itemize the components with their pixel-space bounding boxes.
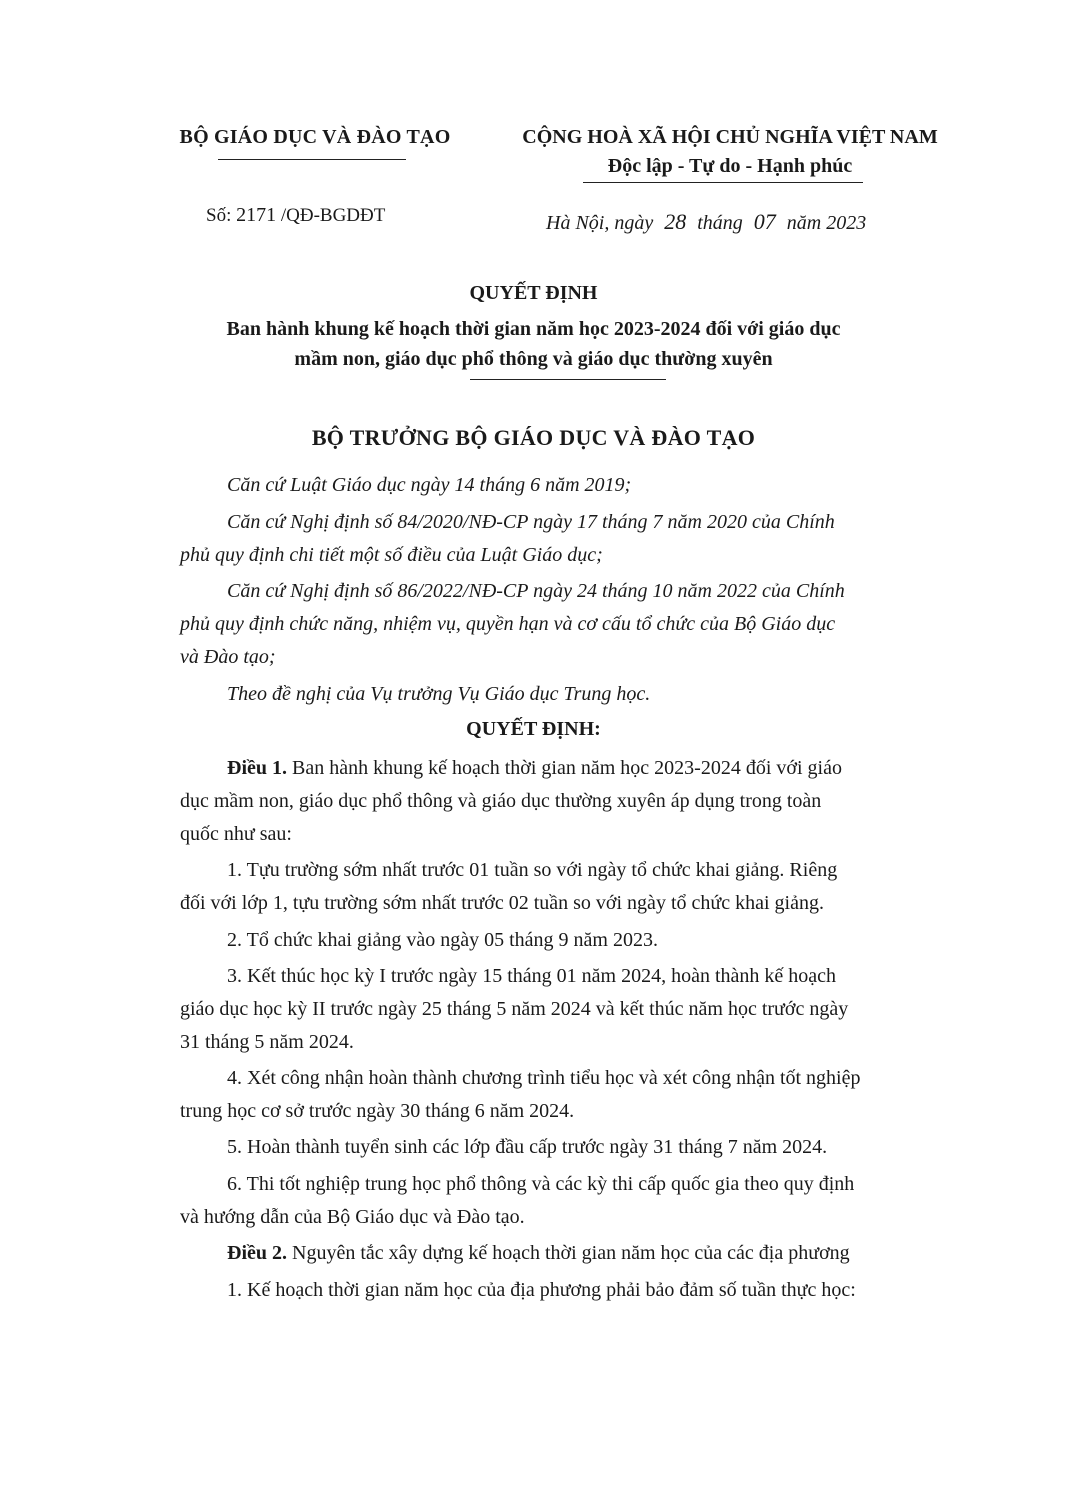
basis-line: phủ quy định chức năng, nhiệm vụ, quyền hạn và cơ cấu tổ chức của Bộ Giáo dục [180, 613, 836, 635]
article-1-item: 5. Hoàn thành tuyển sinh các lớp đầu cấp trước ngày 31 tháng 7 năm 2024. [227, 1136, 828, 1158]
article-1-label: Điều 1. [227, 757, 287, 779]
issuer-title: BỘ TRƯỞNG BỘ GIÁO DỤC VÀ ĐÀO TẠO [311, 425, 756, 450]
article-1-line: dục mầm non, giáo dục phổ thông và giáo dục thường xuyên áp dụng trong toàn [180, 790, 822, 812]
national-motto: Độc lập - Tự do - Hạnh phúc [607, 155, 853, 177]
article-2-label: Điều 2. [227, 1242, 287, 1264]
document-number-suffix: /QĐ-BGDĐT [276, 205, 386, 226]
article-1-item: 6. Thi tốt nghiệp trung học phổ thông và các kỳ thi cấp quốc gia theo quy định [227, 1173, 855, 1195]
document-number-value: 2171 [236, 204, 277, 226]
article-1-item: và hướng dẫn của Bộ Giáo dục và Đào tạo. [180, 1206, 525, 1228]
subject-line-2: mầm non, giáo dục phổ thông và giáo dục thường xuyên [294, 348, 773, 370]
basis-line: Căn cứ Luật Giáo dục ngày 14 tháng 6 năm 2019; [227, 474, 632, 496]
article-2-item: 1. Kế hoạch thời gian năm học của địa phương phải bảo đảm số tuần thực học: [227, 1279, 856, 1301]
article-1-item: 4. Xét công nhận hoàn thành chương trình tiểu học và xét công nhận tốt nghiệp [227, 1067, 861, 1089]
article-2-line [227, 1242, 1007, 1265]
place-date-part2: tháng [697, 212, 743, 234]
article-1-line [227, 757, 1007, 780]
basis-line: Căn cứ Nghị định số 86/2022/NĐ-CP ngày 24 tháng 10 năm 2022 của Chính [227, 580, 845, 602]
agency-name: BỘ GIÁO DỤC VÀ ĐÀO TẠO [179, 126, 451, 148]
article-1-line: quốc như sau: [180, 823, 292, 845]
basis-line: phủ quy định chi tiết một số điều của Luật Giáo dục; [180, 544, 603, 566]
document-title: QUYẾT ĐỊNH [469, 282, 598, 304]
article-1-item: 2. Tổ chức khai giảng vào ngày 05 tháng 9 năm 2023. [227, 929, 658, 951]
place-date-month: 07 [753, 209, 776, 234]
subject-line-1: Ban hành khung kế hoạch thời gian năm học 2023-2024 đối với giáo dục [226, 318, 841, 340]
place-date [546, 209, 866, 235]
article-1-item: 31 tháng 5 năm 2024. [180, 1031, 354, 1053]
article-1-text: Ban hành khung kế hoạch thời gian năm học 2023-2024 đối với giáo [287, 757, 842, 779]
header-left [150, 126, 480, 149]
motto-underline [583, 182, 863, 183]
place-date-day: 28 [664, 209, 687, 234]
article-1-item: 1. Tựu trường sớm nhất trước 01 tuần so với ngày tổ chức khai giảng. Riêng [227, 859, 838, 881]
subject-underline [470, 379, 666, 380]
decides-heading: QUYẾT ĐỊNH: [466, 718, 601, 740]
article-1-item: 3. Kết thúc học kỳ I trước ngày 15 tháng 01 năm 2024, hoàn thành kế hoạch [227, 965, 837, 987]
document-number [206, 204, 385, 227]
document-number-prefix: Số: [206, 205, 237, 226]
national-title: CỘNG HOÀ XÃ HỘI CHỦ NGHĨA VIỆT NAM [522, 126, 938, 148]
article-1-item: trung học cơ sở trước ngày 30 tháng 6 năm 2024. [180, 1100, 575, 1122]
header-right [480, 126, 980, 178]
place-date-part1: Hà Nội, ngày [546, 212, 654, 234]
agency-underline [218, 159, 406, 160]
basis-line: và Đào tạo; [180, 646, 276, 668]
article-1-item: đối với lớp 1, tựu trường sớm nhất trước 02 tuần so với ngày tổ chức khai giảng. [180, 892, 824, 914]
article-2-text: Nguyên tắc xây dựng kế hoạch thời gian năm học của các địa phương [287, 1242, 850, 1264]
article-1-item: giáo dục học kỳ II trước ngày 25 tháng 5 năm 2024 và kết thúc năm học trước ngày [180, 998, 849, 1020]
basis-line: Theo đề nghị của Vụ trưởng Vụ Giáo dục Trung học. [227, 683, 651, 705]
basis-line: Căn cứ Nghị định số 84/2020/NĐ-CP ngày 17 tháng 7 năm 2020 của Chính [227, 511, 835, 533]
place-date-part3: năm 2023 [786, 212, 867, 234]
